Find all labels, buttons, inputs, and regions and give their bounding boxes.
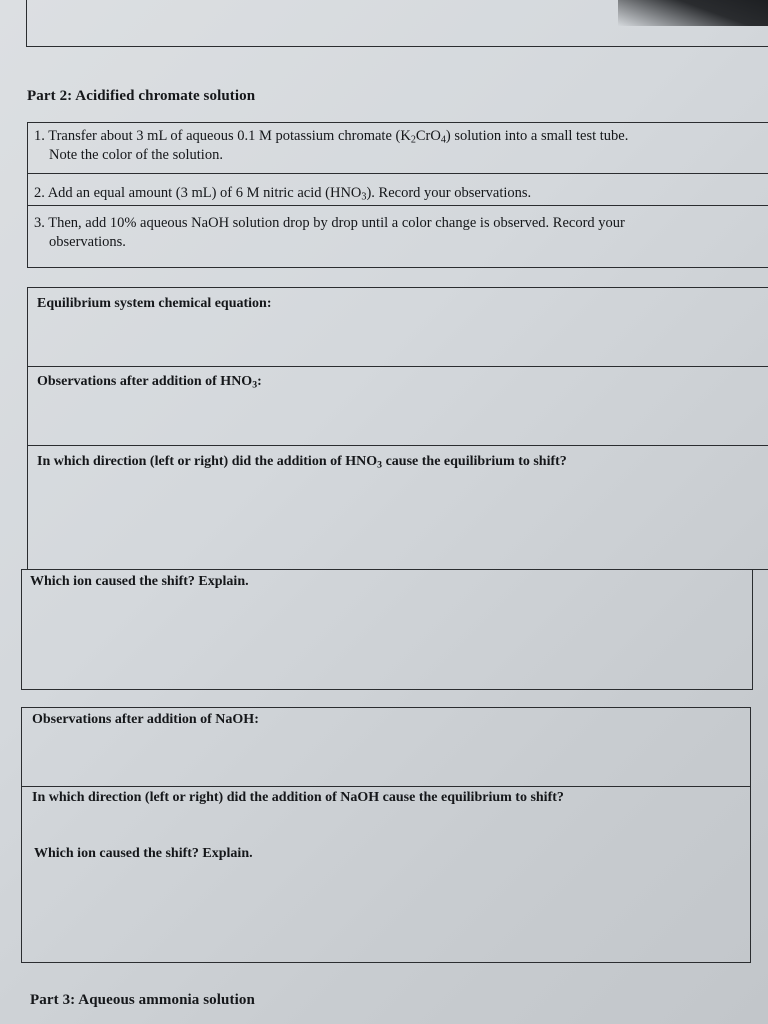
- procedure-divider: [28, 173, 768, 174]
- equilibrium-answer-box: [27, 287, 768, 570]
- naoh-answer-box: [21, 707, 751, 963]
- procedure-step-2: [34, 184, 763, 203]
- hno3-observations-sub: 3: [252, 379, 258, 391]
- step-1-sub-a: 2: [410, 134, 416, 146]
- hno3-direction-text-b: cause the equilibrium to shift?: [382, 454, 567, 469]
- hno3-direction-question: [37, 454, 567, 470]
- hno3-observations-colon: :: [257, 374, 262, 389]
- ion-shift-question-2: Which ion caused the shift? Explain.: [34, 846, 253, 861]
- step-2-text-a: 2. Add an equal amount (3 mL) of 6 M nitric acid (HNO: [34, 185, 362, 201]
- equilibrium-equation-label: Equilibrium system chemical equation:: [37, 296, 272, 311]
- step-2-text-b: ). Record your observations.: [366, 185, 532, 201]
- ion-shift-question-1: Which ion caused the shift? Explain.: [30, 574, 249, 589]
- box-divider: [22, 786, 750, 787]
- previous-answer-box: [26, 0, 768, 47]
- step-3-text-b: observations.: [49, 234, 126, 250]
- step-1-text-d: Note the color of the solution.: [49, 147, 223, 163]
- part3-title: Part 3: Aqueous ammonia solution: [30, 992, 255, 1008]
- procedure-step-3: [34, 214, 763, 252]
- box-divider: [28, 445, 768, 446]
- hno3-direction-text-a: In which direction (left or right) did the addition of HNO: [37, 454, 378, 469]
- part2-title: Part 2: Acidified chromate solution: [27, 88, 256, 104]
- procedure-step-1: [34, 127, 763, 165]
- procedure-table: [27, 122, 768, 268]
- step-1-text-a: 1. Transfer about 3 mL of aqueous 0.1 M potassium chromate (K: [34, 128, 411, 144]
- ion-shift-answer-box-1: [21, 569, 753, 690]
- hno3-direction-sub: 3: [377, 459, 383, 471]
- step-1-sub-b: 4: [440, 134, 446, 146]
- step-3-text-a: 3. Then, add 10% aqueous NaOH solution drop by drop until a color change is observed. Record your: [34, 215, 625, 231]
- procedure-divider: [28, 205, 768, 206]
- box-divider: [28, 366, 768, 367]
- naoh-observations-label: Observations after addition of NaOH:: [32, 712, 259, 727]
- hno3-observations-label: [37, 374, 262, 390]
- step-1-text-b: CrO: [415, 128, 441, 144]
- naoh-direction-question: In which direction (left or right) did the addition of NaOH cause the equilibrium to shift?: [32, 790, 564, 805]
- step-2-sub: 3: [361, 191, 367, 203]
- hno3-observations-text: Observations after addition of HNO: [37, 374, 253, 389]
- step-1-text-c: ) solution into a small test tube.: [445, 128, 629, 144]
